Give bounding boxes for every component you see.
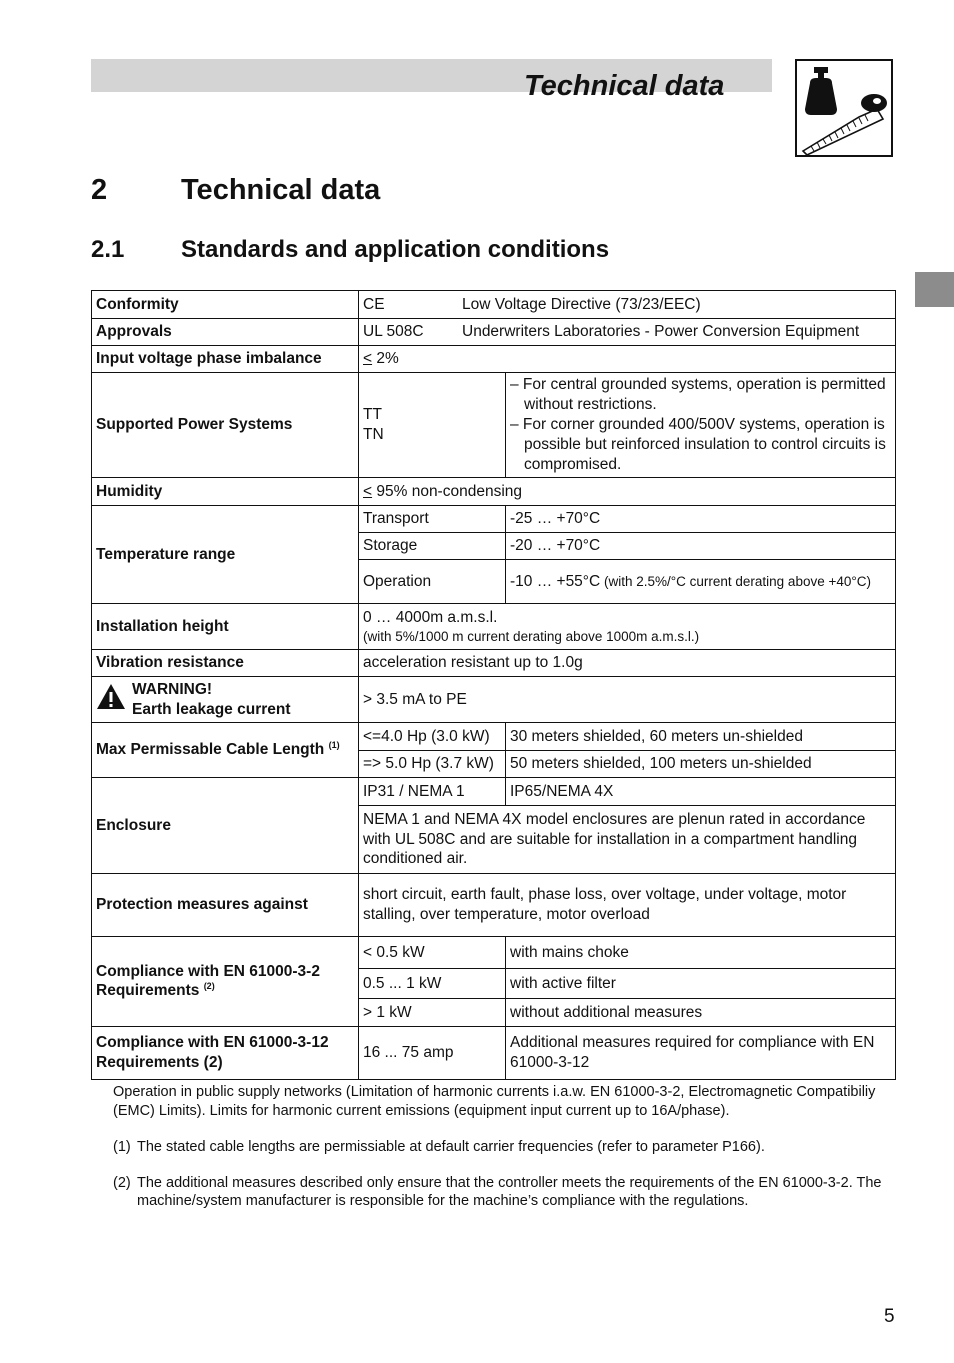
- footnote: [113, 1174, 893, 1212]
- temp-value: -10 … +55°C (with 2.5%/°C current derating above +40°C): [506, 560, 896, 604]
- table-row: [92, 291, 896, 319]
- footnote: [113, 1138, 893, 1157]
- row-label: Enclosure: [92, 778, 359, 874]
- section-title: Standards and application conditions: [181, 236, 610, 263]
- footnote-text: The additional measures described only ensure that the controller meets the requirements of the EN 61000-3-2. The machine/system manufacturer is responsible for the machine’s compliance with the regulations.: [137, 1174, 882, 1210]
- table-row: [92, 478, 896, 506]
- approvals-value: UL 508C Underwriters Laboratories - Power Conversion Equipment: [359, 319, 896, 346]
- chapter-number: 2: [91, 174, 108, 206]
- row-label: Vibration resistance: [92, 650, 359, 677]
- compliance-measure: with active filter: [506, 969, 896, 999]
- cable-length: 50 meters shielded, 100 meters un-shielded: [506, 751, 896, 778]
- temp-name: Transport: [359, 506, 506, 533]
- footnote-text: The stated cable lengths are permissiable at default carrier frequencies (refer to parameter P166).: [137, 1138, 765, 1155]
- compliance-range: > 1 kW: [359, 999, 506, 1027]
- temp-name: Storage: [359, 533, 506, 560]
- row-label: Approvals: [92, 319, 359, 346]
- row-label: Conformity: [92, 291, 359, 319]
- section-number: 2.1: [91, 236, 125, 263]
- table-row: [92, 778, 896, 806]
- humidity-value: < 95% non-condensing: [359, 478, 896, 506]
- row-label: Temperature range: [92, 506, 359, 604]
- temp-name: Operation: [359, 560, 506, 604]
- chapter-tab-marker: [915, 272, 954, 307]
- compliance-measure: Additional measures required for compliance with EN 61000-3-12: [506, 1027, 896, 1080]
- table-row: [92, 319, 896, 346]
- table-row: [92, 723, 896, 751]
- enclosure-rating: IP31 / NEMA 1: [359, 778, 506, 806]
- warning-icon: [96, 682, 126, 712]
- table-row: [92, 1027, 896, 1080]
- row-label: Compliance with EN 61000-3-12 Requirements (2): [92, 1027, 359, 1080]
- row-label: Input voltage phase imbalance: [92, 346, 359, 373]
- conformity-value: CE Low Voltage Directive (73/23/EEC): [359, 291, 896, 319]
- notes-section: [113, 1083, 893, 1228]
- enclosure-rating: IP65/NEMA 4X: [506, 778, 896, 806]
- table-row: [92, 506, 896, 533]
- row-label: Compliance with EN 61000-3-2 Requirements $^{(2)}$: [92, 937, 359, 1027]
- table-row: [92, 937, 896, 969]
- compliance-measure: without additional measures: [506, 999, 896, 1027]
- row-label: Supported Power Systems: [92, 373, 359, 478]
- footnote-marker: (2): [113, 1174, 131, 1191]
- row-label: Humidity: [92, 478, 359, 506]
- imbalance-value: < 2%: [359, 346, 896, 373]
- compliance-measure: with mains choke: [506, 937, 896, 969]
- row-label: Protection measures against: [92, 874, 359, 937]
- table-row: [92, 346, 896, 373]
- leakage-value: > 3.5 mA to PE: [359, 677, 896, 723]
- vibration-value: acceleration resistant up to 1.0g: [359, 650, 896, 677]
- power-systems-notes: – For central grounded systems, operation is permitted without restrictions. – For corner grounded 400/500V systems, operation is possible but reinforced insulation to control circuits is compromised.: [506, 373, 896, 478]
- installation-value: 0 … 4000m a.m.s.l. (with 5%/1000 m current derating above 1000m a.m.s.l.): [359, 604, 896, 650]
- chapter-title: Technical data: [181, 174, 381, 206]
- temp-value: -20 … +70°C: [506, 533, 896, 560]
- row-label: Max Permissable Cable Length $^{(1)}$: [92, 723, 359, 778]
- row-label: Installation height: [92, 604, 359, 650]
- enclosure-desc: NEMA 1 and NEMA 4X model enclosures are plenun rated in accordance with UL 508C and are suitable for installation in a compartment handling conditioned air.: [359, 806, 896, 874]
- protection-value: short circuit, earth fault, phase loss, over voltage, under voltage, motor stalling, over temperature, motor overload: [359, 874, 896, 937]
- compliance-range: < 0.5 kW: [359, 937, 506, 969]
- leakage-label: Earth leakage current: [132, 700, 291, 718]
- footnote-marker: (1): [113, 1138, 131, 1155]
- temp-value: -25 … +70°C: [506, 506, 896, 533]
- table-row: [92, 604, 896, 650]
- row-label: [92, 677, 359, 723]
- cable-power: <=4.0 Hp (3.0 kW): [359, 723, 506, 751]
- table-row: [92, 373, 896, 478]
- cable-length: 30 meters shielded, 60 meters un-shielded: [506, 723, 896, 751]
- compliance-range: 16 ... 75 amp: [359, 1027, 506, 1080]
- notes-intro: Operation in public supply networks (Limitation of harmonic currents i.a.w. EN 61000-3-2, Electromagnetic Compatibiliy (EMC) Limits). Limits for harmonic current emissions (equipment input current up to 16A/phase).: [113, 1084, 876, 1119]
- table-row: [92, 677, 896, 723]
- power-systems-list: TT TN: [359, 373, 506, 478]
- cable-power: => 5.0 Hp (3.7 kW): [359, 751, 506, 778]
- compliance-range: 0.5 ... 1 kW: [359, 969, 506, 999]
- page-number: 5: [884, 1306, 895, 1327]
- table-row: [92, 874, 896, 937]
- weight-and-measuring-tape-icon: [795, 59, 893, 157]
- table-row: [92, 650, 896, 677]
- warning-label: WARNING!: [132, 680, 213, 698]
- header-title: Technical data: [524, 70, 725, 102]
- technical-data-table: [91, 290, 895, 1080]
